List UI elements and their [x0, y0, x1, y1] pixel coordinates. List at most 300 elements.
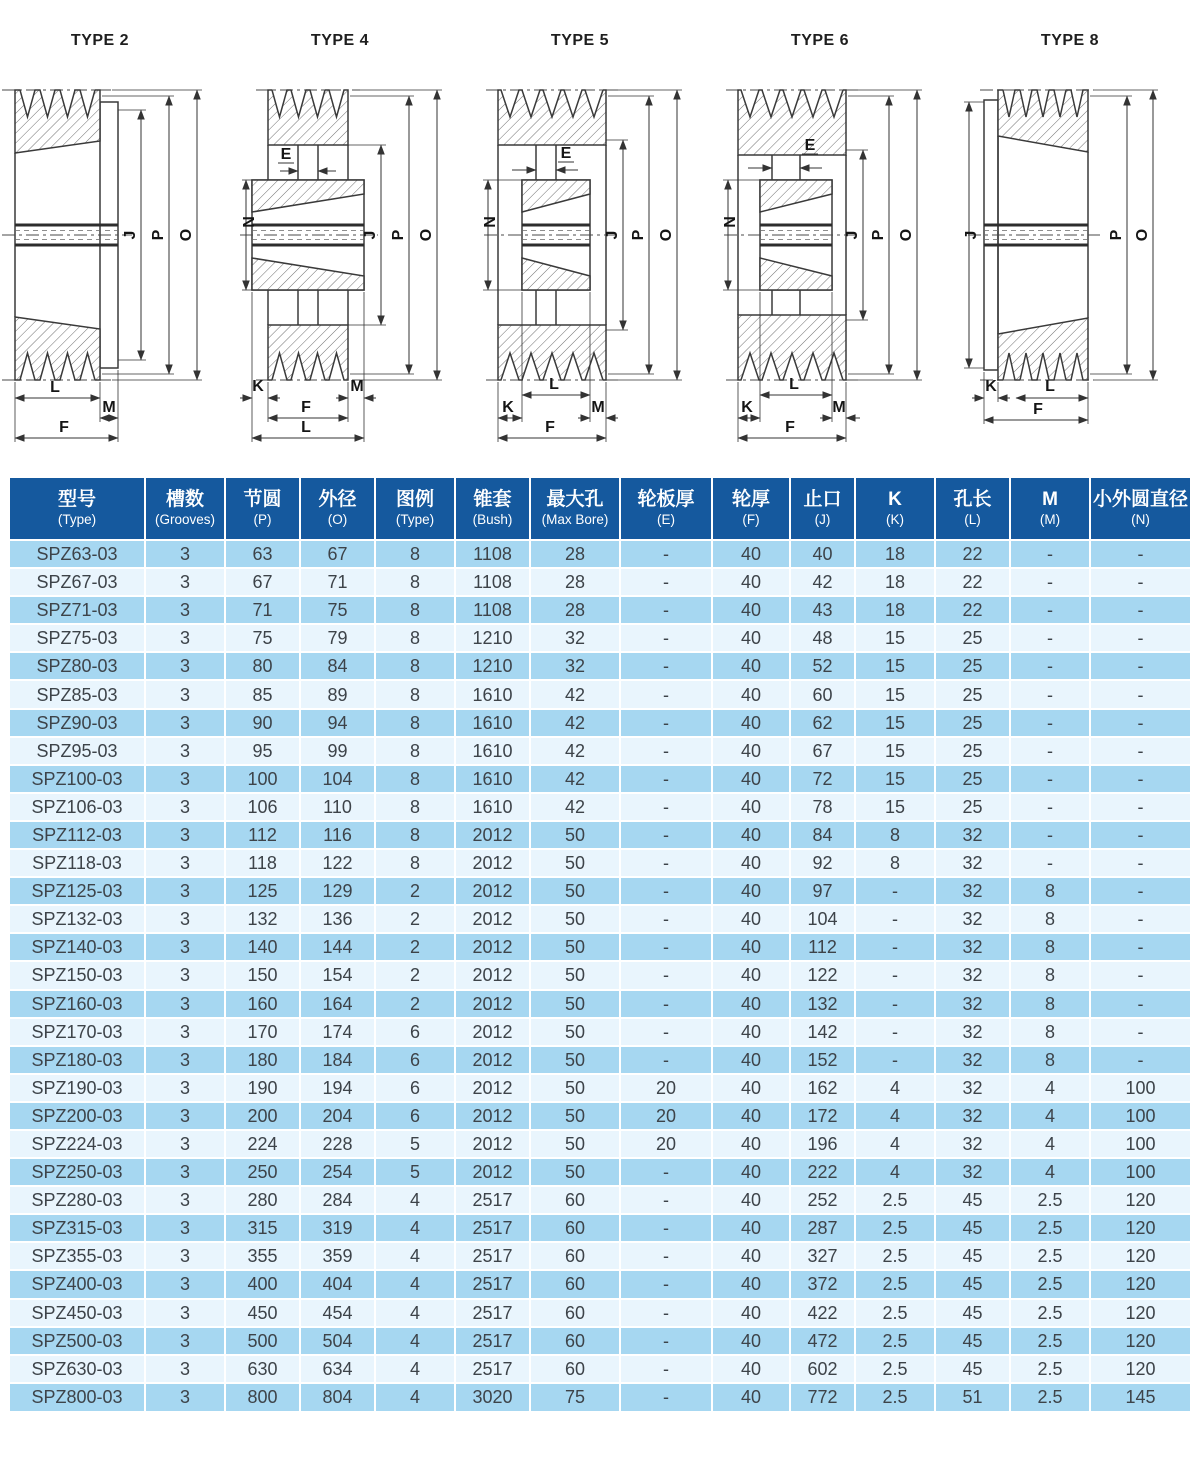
table-cell: 450: [225, 1299, 300, 1327]
table-cell: 3: [145, 1130, 225, 1158]
table-cell: SPZ100-03: [10, 765, 145, 793]
table-cell: 4: [855, 1074, 935, 1102]
table-cell: 630: [225, 1355, 300, 1383]
table-cell: SPZ400-03: [10, 1270, 145, 1298]
table-cell: 32: [935, 961, 1010, 989]
table-cell: 196: [790, 1130, 855, 1158]
table-cell: 22: [935, 568, 1010, 596]
table-cell: 2012: [455, 961, 530, 989]
table-cell: 40: [712, 905, 790, 933]
dim-label-f: F: [1033, 401, 1043, 418]
table-cell: 252: [790, 1186, 855, 1214]
table-cell: 40: [712, 1383, 790, 1411]
table-cell: 25: [935, 765, 1010, 793]
table-cell: -: [1090, 652, 1190, 680]
table-row: [10, 1074, 1190, 1102]
table-cell: 204: [300, 1102, 375, 1130]
table-cell: 2012: [455, 1102, 530, 1130]
pulley-drawing-type-8: [960, 0, 1200, 470]
table-cell: -: [1090, 990, 1190, 1018]
table-cell: 8: [375, 540, 455, 568]
table-cell: 8: [855, 821, 935, 849]
table-cell: 22: [935, 540, 1010, 568]
table-cell: 40: [712, 933, 790, 961]
diagram-type-6: [720, 0, 960, 478]
table-cell: 359: [300, 1242, 375, 1270]
table-cell: 112: [225, 821, 300, 849]
table-cell: 129: [300, 877, 375, 905]
table-cell: -: [1010, 680, 1090, 708]
dim-label-m: M: [102, 399, 116, 416]
column-header: 孔长 (L): [935, 478, 1010, 540]
table-cell: 97: [790, 877, 855, 905]
table-cell: 3: [145, 1355, 225, 1383]
body-bottom-hatched: [998, 318, 1088, 380]
table-cell: 2012: [455, 821, 530, 849]
table-cell: 106: [225, 793, 300, 821]
dim-label-k: K: [741, 399, 753, 416]
table-cell: 50: [530, 1074, 620, 1102]
table-cell: -: [855, 933, 935, 961]
table-cell: 40: [712, 680, 790, 708]
table-row: [10, 990, 1190, 1018]
table-cell: 15: [855, 652, 935, 680]
table-cell: 2012: [455, 990, 530, 1018]
table-cell: SPZ315-03: [10, 1214, 145, 1242]
table-cell: 8: [1010, 877, 1090, 905]
table-cell: 2517: [455, 1242, 530, 1270]
table-cell: 3: [145, 596, 225, 624]
dim-label-f: F: [59, 419, 69, 436]
table-cell: 25: [935, 709, 1010, 737]
table-cell: 122: [300, 849, 375, 877]
table-cell: 48: [790, 624, 855, 652]
table-cell: 78: [790, 793, 855, 821]
table-cell: 40: [712, 1327, 790, 1355]
table-cell: -: [620, 540, 712, 568]
table-row: [10, 1158, 1190, 1186]
table-cell: 45: [935, 1214, 1010, 1242]
table-cell: -: [855, 990, 935, 1018]
table-cell: 315: [225, 1214, 300, 1242]
table-cell: -: [1010, 596, 1090, 624]
table-cell: 2.5: [1010, 1214, 1090, 1242]
table-cell: 100: [1090, 1102, 1190, 1130]
table-cell: -: [620, 624, 712, 652]
table-cell: 95: [225, 737, 300, 765]
table-cell: 67: [790, 737, 855, 765]
table-cell: 40: [712, 1242, 790, 1270]
table-row: [10, 877, 1190, 905]
table-cell: 116: [300, 821, 375, 849]
table-cell: 2.5: [1010, 1186, 1090, 1214]
pulley-drawing-type-6: [720, 0, 960, 470]
table-cell: 3: [145, 1018, 225, 1046]
table-cell: 174: [300, 1018, 375, 1046]
table-cell: 32: [935, 877, 1010, 905]
table-cell: 8: [855, 849, 935, 877]
table-cell: 22: [935, 596, 1010, 624]
table-cell: 3: [145, 1074, 225, 1102]
dim-label-j: J: [844, 230, 861, 240]
table-cell: 50: [530, 905, 620, 933]
table-cell: 145: [1090, 1383, 1190, 1411]
table-cell: 4: [375, 1242, 455, 1270]
table-cell: 40: [712, 1018, 790, 1046]
table-cell: 602: [790, 1355, 855, 1383]
rim-top-hatched: [15, 90, 100, 153]
table-cell: 6: [375, 1046, 455, 1074]
table-cell: 40: [712, 793, 790, 821]
dim-label-k: K: [985, 378, 997, 395]
table-cell: 224: [225, 1130, 300, 1158]
table-cell: 3: [145, 1383, 225, 1411]
dim-label-p: P: [630, 229, 647, 241]
table-cell: 4: [375, 1383, 455, 1411]
table-cell: 40: [712, 737, 790, 765]
table-cell: 71: [300, 568, 375, 596]
table-cell: -: [1090, 596, 1190, 624]
table-cell: SPZ355-03: [10, 1242, 145, 1270]
diagram-title: TYPE 5: [550, 32, 610, 49]
table-row: [10, 596, 1190, 624]
table-cell: 1610: [455, 765, 530, 793]
table-cell: 355: [225, 1242, 300, 1270]
table-row: [10, 1327, 1190, 1355]
table-cell: 42: [790, 568, 855, 596]
table-cell: 85: [225, 680, 300, 708]
table-cell: 8: [375, 765, 455, 793]
table-cell: 160: [225, 990, 300, 1018]
table-cell: 3: [145, 1102, 225, 1130]
table-cell: 2.5: [1010, 1242, 1090, 1270]
table-cell: 8: [375, 652, 455, 680]
table-cell: 3: [145, 849, 225, 877]
table-cell: -: [620, 1383, 712, 1411]
table-row: [10, 1270, 1190, 1298]
table-cell: -: [620, 1355, 712, 1383]
rim-bottom-hatched: [738, 315, 846, 380]
table-cell: -: [1010, 652, 1090, 680]
column-header: 外径 (O): [300, 478, 375, 540]
table-row: [10, 624, 1190, 652]
table-cell: 60: [530, 1355, 620, 1383]
table-cell: 2517: [455, 1327, 530, 1355]
table-cell: 287: [790, 1214, 855, 1242]
dim-label-p: P: [150, 229, 167, 241]
table-cell: 3: [145, 540, 225, 568]
table-cell: 228: [300, 1130, 375, 1158]
table-cell: 40: [712, 821, 790, 849]
table-cell: 2.5: [855, 1242, 935, 1270]
table-cell: 40: [712, 1214, 790, 1242]
table-cell: 4: [375, 1270, 455, 1298]
diagrams-row: [0, 0, 1200, 478]
table-cell: 1210: [455, 624, 530, 652]
rim-top-hatched: [268, 90, 348, 145]
dim-label-m: M: [591, 399, 605, 416]
table-cell: 45: [935, 1355, 1010, 1383]
table-cell: 8: [375, 680, 455, 708]
table-cell: 43: [790, 596, 855, 624]
table-cell: 32: [935, 1046, 1010, 1074]
table-cell: 32: [935, 1018, 1010, 1046]
table-cell: -: [1010, 568, 1090, 596]
table-cell: 2517: [455, 1214, 530, 1242]
table-cell: -: [620, 961, 712, 989]
table-cell: 32: [935, 1158, 1010, 1186]
table-cell: 327: [790, 1242, 855, 1270]
table-cell: 2517: [455, 1355, 530, 1383]
table-cell: 42: [530, 680, 620, 708]
table-cell: SPZ118-03: [10, 849, 145, 877]
table-cell: 45: [935, 1242, 1010, 1270]
table-cell: 20: [620, 1102, 712, 1130]
table-cell: -: [1090, 765, 1190, 793]
dim-label-o: O: [658, 228, 675, 242]
table-cell: 72: [790, 765, 855, 793]
table-cell: 2012: [455, 877, 530, 905]
table-cell: 50: [530, 1130, 620, 1158]
table-cell: SPZ280-03: [10, 1186, 145, 1214]
table-cell: 125: [225, 877, 300, 905]
dim-label-e: E: [560, 145, 572, 162]
table-row: [10, 652, 1190, 680]
table-cell: 8: [375, 596, 455, 624]
column-header: 型号 (Type): [10, 478, 145, 540]
table-cell: 1610: [455, 709, 530, 737]
table-cell: 32: [935, 821, 1010, 849]
table-cell: 50: [530, 1102, 620, 1130]
table-cell: -: [620, 1046, 712, 1074]
column-header: 锥套 (Bush): [455, 478, 530, 540]
table-cell: -: [1010, 765, 1090, 793]
table-cell: 504: [300, 1327, 375, 1355]
table-cell: 104: [300, 765, 375, 793]
table-cell: -: [855, 961, 935, 989]
table-cell: 67: [300, 540, 375, 568]
table-cell: -: [855, 1046, 935, 1074]
table-cell: -: [620, 1018, 712, 1046]
table-cell: 120: [1090, 1214, 1190, 1242]
table-cell: 100: [225, 765, 300, 793]
table-cell: 3: [145, 680, 225, 708]
table-cell: 144: [300, 933, 375, 961]
table-cell: 8: [375, 737, 455, 765]
table-cell: -: [1090, 680, 1190, 708]
table-cell: SPZ190-03: [10, 1074, 145, 1102]
table-cell: 422: [790, 1299, 855, 1327]
table-cell: 3: [145, 1186, 225, 1214]
table-row: [10, 793, 1190, 821]
table-cell: 40: [712, 1046, 790, 1074]
table-cell: -: [620, 568, 712, 596]
table-cell: 52: [790, 652, 855, 680]
dim-label-l: L: [1045, 378, 1055, 395]
table-cell: 3: [145, 737, 225, 765]
table-row: [10, 1299, 1190, 1327]
table-cell: SPZ630-03: [10, 1355, 145, 1383]
table-cell: 94: [300, 709, 375, 737]
table-cell: 28: [530, 568, 620, 596]
table-cell: 45: [935, 1327, 1010, 1355]
column-header: 轮厚 (F): [712, 478, 790, 540]
dim-label-o: O: [1134, 228, 1151, 242]
table-cell: 122: [790, 961, 855, 989]
table-cell: 4: [855, 1158, 935, 1186]
table-row: [10, 1355, 1190, 1383]
table-cell: 1610: [455, 737, 530, 765]
dim-label-j: J: [604, 230, 621, 240]
table-cell: 284: [300, 1186, 375, 1214]
table-cell: 40: [712, 1186, 790, 1214]
rim-bottom-hatched: [15, 317, 100, 380]
table-cell: 42: [530, 793, 620, 821]
table-cell: -: [1090, 540, 1190, 568]
table-cell: -: [1090, 793, 1190, 821]
dim-label-p: P: [390, 229, 407, 241]
table-cell: 3: [145, 709, 225, 737]
table-cell: 40: [712, 990, 790, 1018]
table-cell: 3: [145, 765, 225, 793]
table-row: [10, 1383, 1190, 1411]
table-cell: 15: [855, 680, 935, 708]
table-cell: 140: [225, 933, 300, 961]
diagram-type-5: [480, 0, 720, 478]
dim-label-n: N: [722, 216, 739, 228]
table-cell: 4: [375, 1299, 455, 1327]
table-cell: 8: [375, 821, 455, 849]
table-cell: 40: [712, 961, 790, 989]
table-cell: 5: [375, 1158, 455, 1186]
table-cell: 32: [935, 1102, 1010, 1130]
dim-label-f: F: [785, 419, 795, 436]
table-cell: 180: [225, 1046, 300, 1074]
table-cell: -: [855, 1018, 935, 1046]
table-cell: 2517: [455, 1299, 530, 1327]
table-cell: -: [620, 1214, 712, 1242]
table-cell: 71: [225, 596, 300, 624]
dim-label-f: F: [301, 399, 311, 416]
dim-label-p: P: [1108, 229, 1125, 241]
dim-label-n: N: [241, 216, 258, 228]
table-cell: 1108: [455, 596, 530, 624]
table-row: [10, 680, 1190, 708]
table-cell: 3: [145, 793, 225, 821]
table-cell: 63: [225, 540, 300, 568]
table-cell: -: [620, 680, 712, 708]
table-cell: 4: [1010, 1102, 1090, 1130]
table-cell: 3: [145, 1242, 225, 1270]
table-cell: SPZ106-03: [10, 793, 145, 821]
table-row: [10, 1186, 1190, 1214]
table-row: [10, 737, 1190, 765]
table-cell: 3: [145, 961, 225, 989]
table-row: [10, 961, 1190, 989]
table-cell: -: [1090, 1018, 1190, 1046]
table-cell: 50: [530, 990, 620, 1018]
table-row: [10, 1214, 1190, 1242]
table-cell: 4: [375, 1214, 455, 1242]
table-row: [10, 1102, 1190, 1130]
table-cell: -: [1090, 905, 1190, 933]
table-cell: -: [855, 877, 935, 905]
table-cell: 772: [790, 1383, 855, 1411]
table-cell: 404: [300, 1270, 375, 1298]
table-cell: -: [620, 1270, 712, 1298]
table-cell: 472: [790, 1327, 855, 1355]
spec-table: [10, 478, 1190, 1411]
table-cell: 2.5: [1010, 1355, 1090, 1383]
table-cell: -: [620, 1186, 712, 1214]
table-cell: 2: [375, 905, 455, 933]
table-cell: 32: [530, 624, 620, 652]
column-header: 图例 (Type): [375, 478, 455, 540]
table-cell: 28: [530, 540, 620, 568]
dim-label-l: L: [301, 419, 311, 436]
table-cell: 40: [712, 1074, 790, 1102]
table-cell: 3: [145, 1214, 225, 1242]
table-cell: 1210: [455, 652, 530, 680]
column-header: 小外圆直径 (N): [1090, 478, 1190, 540]
dim-label-e: E: [280, 146, 292, 163]
table-cell: 40: [712, 540, 790, 568]
table-row: [10, 1130, 1190, 1158]
table-cell: 2: [375, 990, 455, 1018]
table-cell: 1108: [455, 540, 530, 568]
table-cell: -: [620, 596, 712, 624]
table-cell: -: [620, 905, 712, 933]
table-cell: 32: [935, 990, 1010, 1018]
table-cell: 40: [712, 1158, 790, 1186]
table-cell: 2012: [455, 1074, 530, 1102]
table-cell: -: [1090, 709, 1190, 737]
table-cell: -: [1010, 821, 1090, 849]
table-cell: 2: [375, 961, 455, 989]
dim-label-e: E: [804, 137, 816, 154]
table-cell: 89: [300, 680, 375, 708]
table-cell: 67: [225, 568, 300, 596]
table-cell: 50: [530, 1018, 620, 1046]
rim-top-hatched: [498, 90, 606, 145]
column-header: K (K): [855, 478, 935, 540]
table-cell: 25: [935, 652, 1010, 680]
diagram-title: TYPE 8: [1040, 32, 1100, 49]
table-cell: SPZ71-03: [10, 596, 145, 624]
table-cell: -: [1010, 793, 1090, 821]
table-cell: -: [620, 709, 712, 737]
diagram-title: TYPE 6: [790, 32, 850, 49]
table-cell: -: [1090, 568, 1190, 596]
table-cell: 4: [375, 1327, 455, 1355]
table-cell: 110: [300, 793, 375, 821]
table-cell: 120: [1090, 1270, 1190, 1298]
table-cell: 2012: [455, 933, 530, 961]
table-cell: 4: [1010, 1130, 1090, 1158]
table-cell: 3: [145, 1270, 225, 1298]
table-cell: 25: [935, 737, 1010, 765]
table-cell: 190: [225, 1074, 300, 1102]
table-cell: 80: [225, 652, 300, 680]
table-cell: -: [620, 849, 712, 877]
table-cell: -: [1090, 877, 1190, 905]
table-cell: SPZ200-03: [10, 1102, 145, 1130]
table-cell: -: [1090, 624, 1190, 652]
table-cell: 3: [145, 568, 225, 596]
table-cell: 45: [935, 1186, 1010, 1214]
table-cell: 25: [935, 680, 1010, 708]
table-row: [10, 765, 1190, 793]
